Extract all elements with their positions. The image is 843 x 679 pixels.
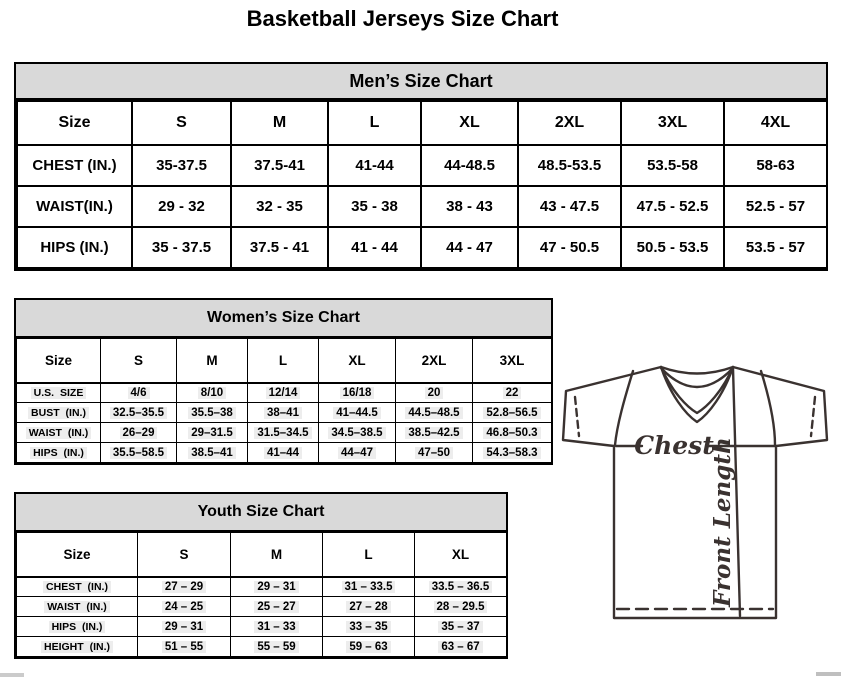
bottom-right-ui-fragment: [816, 672, 841, 676]
men-column-header: XL: [421, 101, 518, 145]
men-row-label-cell: [17, 186, 132, 227]
women-value-cell: [396, 383, 473, 403]
youth-value-cell: [138, 577, 231, 597]
men-column-header: S: [132, 101, 231, 145]
youth-value-cell: [138, 637, 231, 657]
cell-value: 44–47: [338, 447, 376, 459]
row-label: U.S. SIZE: [31, 387, 87, 399]
cell-value: 41-44: [355, 157, 394, 174]
men-row-label-cell: [17, 227, 132, 268]
women-header-row: [17, 339, 552, 383]
women-value-cell: [248, 383, 319, 403]
row-label: CHEST (IN.): [43, 581, 111, 593]
cell-value: 44.5–48.5: [405, 407, 462, 419]
women-row-label-cell: [17, 383, 101, 403]
cell-value: 38 - 43: [446, 198, 493, 215]
youth-table-title: Youth Size Chart: [16, 494, 506, 532]
men-column-header: 3XL: [621, 101, 724, 145]
men-row-label-cell: [17, 145, 132, 186]
youth-value-cell: [415, 617, 507, 637]
women-value-cell: [473, 423, 552, 443]
youth-value-cell: [415, 637, 507, 657]
youth-size-chart-table: [14, 492, 508, 659]
women-value-cell: [473, 383, 552, 403]
women-value-cell: [473, 403, 552, 423]
women-value-cell: [319, 443, 396, 463]
men-value-cell: [724, 145, 827, 186]
row-label: HIPS (IN.): [40, 239, 109, 256]
women-row-label-cell: [17, 423, 101, 443]
women-column-header: XL: [319, 339, 396, 383]
youth-column-header: L: [323, 533, 415, 577]
cell-value: 31 – 33.5: [342, 581, 396, 593]
cell-value: 4/6: [128, 387, 150, 399]
cell-value: 59 – 63: [346, 641, 390, 653]
women-column-header: 3XL: [473, 339, 552, 383]
cell-value: 38.5–42.5: [405, 427, 462, 439]
cell-value: 50.5 - 53.5: [636, 239, 709, 256]
women-value-cell: [177, 423, 248, 443]
men-value-cell: [132, 145, 231, 186]
youth-column-header: Size: [17, 533, 138, 577]
youth-row-label-cell: [17, 577, 138, 597]
youth-header-row: [17, 533, 507, 577]
youth-data-row: [17, 637, 507, 657]
page-title: Basketball Jerseys Size Chart: [246, 6, 559, 31]
men-column-header: 2XL: [518, 101, 621, 145]
women-data-row: [17, 383, 552, 403]
cell-value: 20: [425, 387, 444, 399]
jersey-outline: [563, 367, 827, 618]
cell-value: 48.5-53.5: [537, 157, 602, 174]
men-value-cell: [421, 186, 518, 227]
cell-value: 41–44: [264, 447, 302, 459]
men-data-row: [17, 186, 827, 227]
cell-value: 33.5 – 36.5: [429, 581, 493, 593]
cell-value: 24 – 25: [162, 601, 206, 613]
cell-value: 28 – 29.5: [434, 601, 488, 613]
men-column-header: L: [328, 101, 421, 145]
cell-value: 22: [503, 387, 522, 399]
mens-size-chart-table: [14, 62, 828, 271]
men-value-cell: [724, 186, 827, 227]
women-value-cell: [177, 443, 248, 463]
women-value-cell: [101, 443, 177, 463]
jersey-diagram-svg: [560, 360, 842, 630]
men-value-cell: [518, 145, 621, 186]
cell-value: 31.5–34.5: [254, 427, 311, 439]
cell-value: 55 – 59: [254, 641, 298, 653]
cell-value: 27 – 29: [162, 581, 206, 593]
row-label: WAIST (IN.): [44, 601, 110, 613]
youth-column-header: M: [231, 533, 323, 577]
women-data-row: [17, 443, 552, 463]
women-column-header: L: [248, 339, 319, 383]
cell-value: 44-48.5: [444, 157, 495, 174]
men-column-header: Size: [17, 101, 132, 145]
women-value-cell: [101, 403, 177, 423]
men-column-header: M: [231, 101, 328, 145]
bottom-left-ui-fragment: [0, 673, 24, 677]
cell-value: 38–41: [264, 407, 302, 419]
chest-label: Chest: [634, 431, 714, 460]
women-value-cell: [319, 403, 396, 423]
cell-value: 35 - 37.5: [151, 239, 212, 256]
cell-value: 47–50: [415, 447, 453, 459]
cell-value: 25 – 27: [254, 601, 298, 613]
men-value-cell: [328, 186, 421, 227]
cell-value: 29 – 31: [162, 621, 206, 633]
women-column-header: S: [101, 339, 177, 383]
women-value-cell: [396, 443, 473, 463]
cell-value: 37.5-41: [254, 157, 305, 174]
youth-value-cell: [231, 577, 323, 597]
women-value-cell: [101, 423, 177, 443]
men-header-row: [17, 101, 827, 145]
left-cuff-dashes: [575, 397, 579, 436]
cell-value: 41–44.5: [333, 407, 381, 419]
women-data-row: [17, 423, 552, 443]
cell-value: 63 – 67: [438, 641, 482, 653]
women-column-header: M: [177, 339, 248, 383]
women-value-cell: [396, 423, 473, 443]
men-value-cell: [621, 186, 724, 227]
men-value-cell: [621, 227, 724, 268]
men-value-cell: [621, 145, 724, 186]
row-label: WAIST(IN.): [36, 198, 113, 215]
row-label: WAIST (IN.): [26, 427, 92, 439]
men-data-row: [17, 227, 827, 268]
men-value-cell: [328, 145, 421, 186]
cell-value: 29 – 31: [254, 581, 298, 593]
women-row-label-cell: [17, 443, 101, 463]
men-value-cell: [231, 186, 328, 227]
women-value-cell: [248, 403, 319, 423]
cell-value: 29–31.5: [188, 427, 236, 439]
youth-value-cell: [323, 637, 415, 657]
women-value-cell: [248, 443, 319, 463]
cell-value: 8/10: [198, 387, 226, 399]
cell-value: 37.5 - 41: [249, 239, 310, 256]
youth-row-label-cell: [17, 617, 138, 637]
cell-value: 35-37.5: [156, 157, 207, 174]
youth-value-cell: [231, 597, 323, 617]
youth-data-row: [17, 577, 507, 597]
cell-value: 53.5 - 57: [745, 239, 806, 256]
youth-row-label-cell: [17, 597, 138, 617]
men-value-cell: [328, 227, 421, 268]
row-label: HIPS (IN.): [30, 447, 87, 459]
youth-value-cell: [323, 617, 415, 637]
cell-value: 52.5 - 57: [745, 198, 806, 215]
women-value-cell: [177, 383, 248, 403]
cell-value: 38.5–41: [188, 447, 236, 459]
youth-value-cell: [415, 597, 507, 617]
men-value-cell: [518, 186, 621, 227]
women-value-cell: [473, 443, 552, 463]
cell-value: 33 – 35: [346, 621, 390, 633]
cell-value: 26–29: [120, 427, 158, 439]
men-data-row: [17, 145, 827, 186]
youth-column-header: S: [138, 533, 231, 577]
cell-value: 47.5 - 52.5: [636, 198, 709, 215]
women-column-header: 2XL: [396, 339, 473, 383]
right-cuff-dashes: [811, 397, 815, 436]
men-value-cell: [132, 186, 231, 227]
cell-value: 51 – 55: [162, 641, 206, 653]
youth-value-cell: [231, 637, 323, 657]
youth-column-header: XL: [415, 533, 507, 577]
women-column-header: Size: [17, 339, 101, 383]
women-value-cell: [248, 423, 319, 443]
men-value-cell: [231, 145, 328, 186]
women-value-cell: [319, 383, 396, 403]
cell-value: 35.5–58.5: [110, 447, 167, 459]
cell-value: 31 – 33: [254, 621, 298, 633]
youth-data-row: [17, 597, 507, 617]
left-sleeve-seam: [615, 371, 633, 445]
women-value-cell: [101, 383, 177, 403]
cell-value: 58-63: [756, 157, 795, 174]
youth-row-label-cell: [17, 637, 138, 657]
youth-data-row: [17, 617, 507, 637]
women-value-cell: [319, 423, 396, 443]
row-label: HIPS (IN.): [49, 621, 106, 633]
cell-value: 54.3–58.3: [483, 447, 540, 459]
youth-value-cell: [323, 597, 415, 617]
cell-value: 35.5–38: [188, 407, 236, 419]
cell-value: 32.5–35.5: [110, 407, 167, 419]
row-label: CHEST (IN.): [32, 157, 117, 174]
women-value-cell: [177, 403, 248, 423]
women-row-label-cell: [17, 403, 101, 423]
men-column-header: 4XL: [724, 101, 827, 145]
cell-value: 47 - 50.5: [539, 239, 600, 256]
womens-size-chart-table: [14, 298, 553, 465]
cell-value: 46.8–50.3: [483, 427, 540, 439]
cell-value: 12/14: [266, 387, 301, 399]
youth-value-cell: [231, 617, 323, 637]
cell-value: 53.5-58: [647, 157, 698, 174]
cell-value: 35 – 37: [438, 621, 482, 633]
men-value-cell: [231, 227, 328, 268]
mens-table-grid: [16, 100, 828, 269]
men-value-cell: [132, 227, 231, 268]
youth-table-grid: [16, 532, 507, 657]
womens-table-grid: [16, 338, 552, 463]
front-length-label: Front Length: [709, 437, 736, 607]
youth-value-cell: [415, 577, 507, 597]
cell-value: 32 - 35: [256, 198, 303, 215]
men-value-cell: [421, 145, 518, 186]
men-value-cell: [724, 227, 827, 268]
jersey-measurement-diagram: [560, 360, 842, 630]
womens-table-title: Women’s Size Chart: [16, 300, 551, 338]
collar-back-line: [661, 367, 733, 374]
cell-value: 27 – 28: [346, 601, 390, 613]
cell-value: 52.8–56.5: [483, 407, 540, 419]
cell-value: 35 - 38: [351, 198, 398, 215]
men-value-cell: [421, 227, 518, 268]
right-sleeve-seam: [761, 371, 775, 445]
row-label: BUST (IN.): [28, 407, 89, 419]
men-value-cell: [518, 227, 621, 268]
youth-value-cell: [138, 617, 231, 637]
cell-value: 44 - 47: [446, 239, 493, 256]
youth-value-cell: [138, 597, 231, 617]
cell-value: 16/18: [340, 387, 375, 399]
cell-value: 34.5–38.5: [328, 427, 385, 439]
women-value-cell: [396, 403, 473, 423]
row-label: HEIGHT (IN.): [41, 641, 113, 653]
cell-value: 43 - 47.5: [539, 198, 600, 215]
cell-value: 41 - 44: [351, 239, 398, 256]
youth-value-cell: [323, 577, 415, 597]
women-data-row: [17, 403, 552, 423]
cell-value: 29 - 32: [158, 198, 205, 215]
mens-table-title: Men’s Size Chart: [16, 64, 826, 100]
